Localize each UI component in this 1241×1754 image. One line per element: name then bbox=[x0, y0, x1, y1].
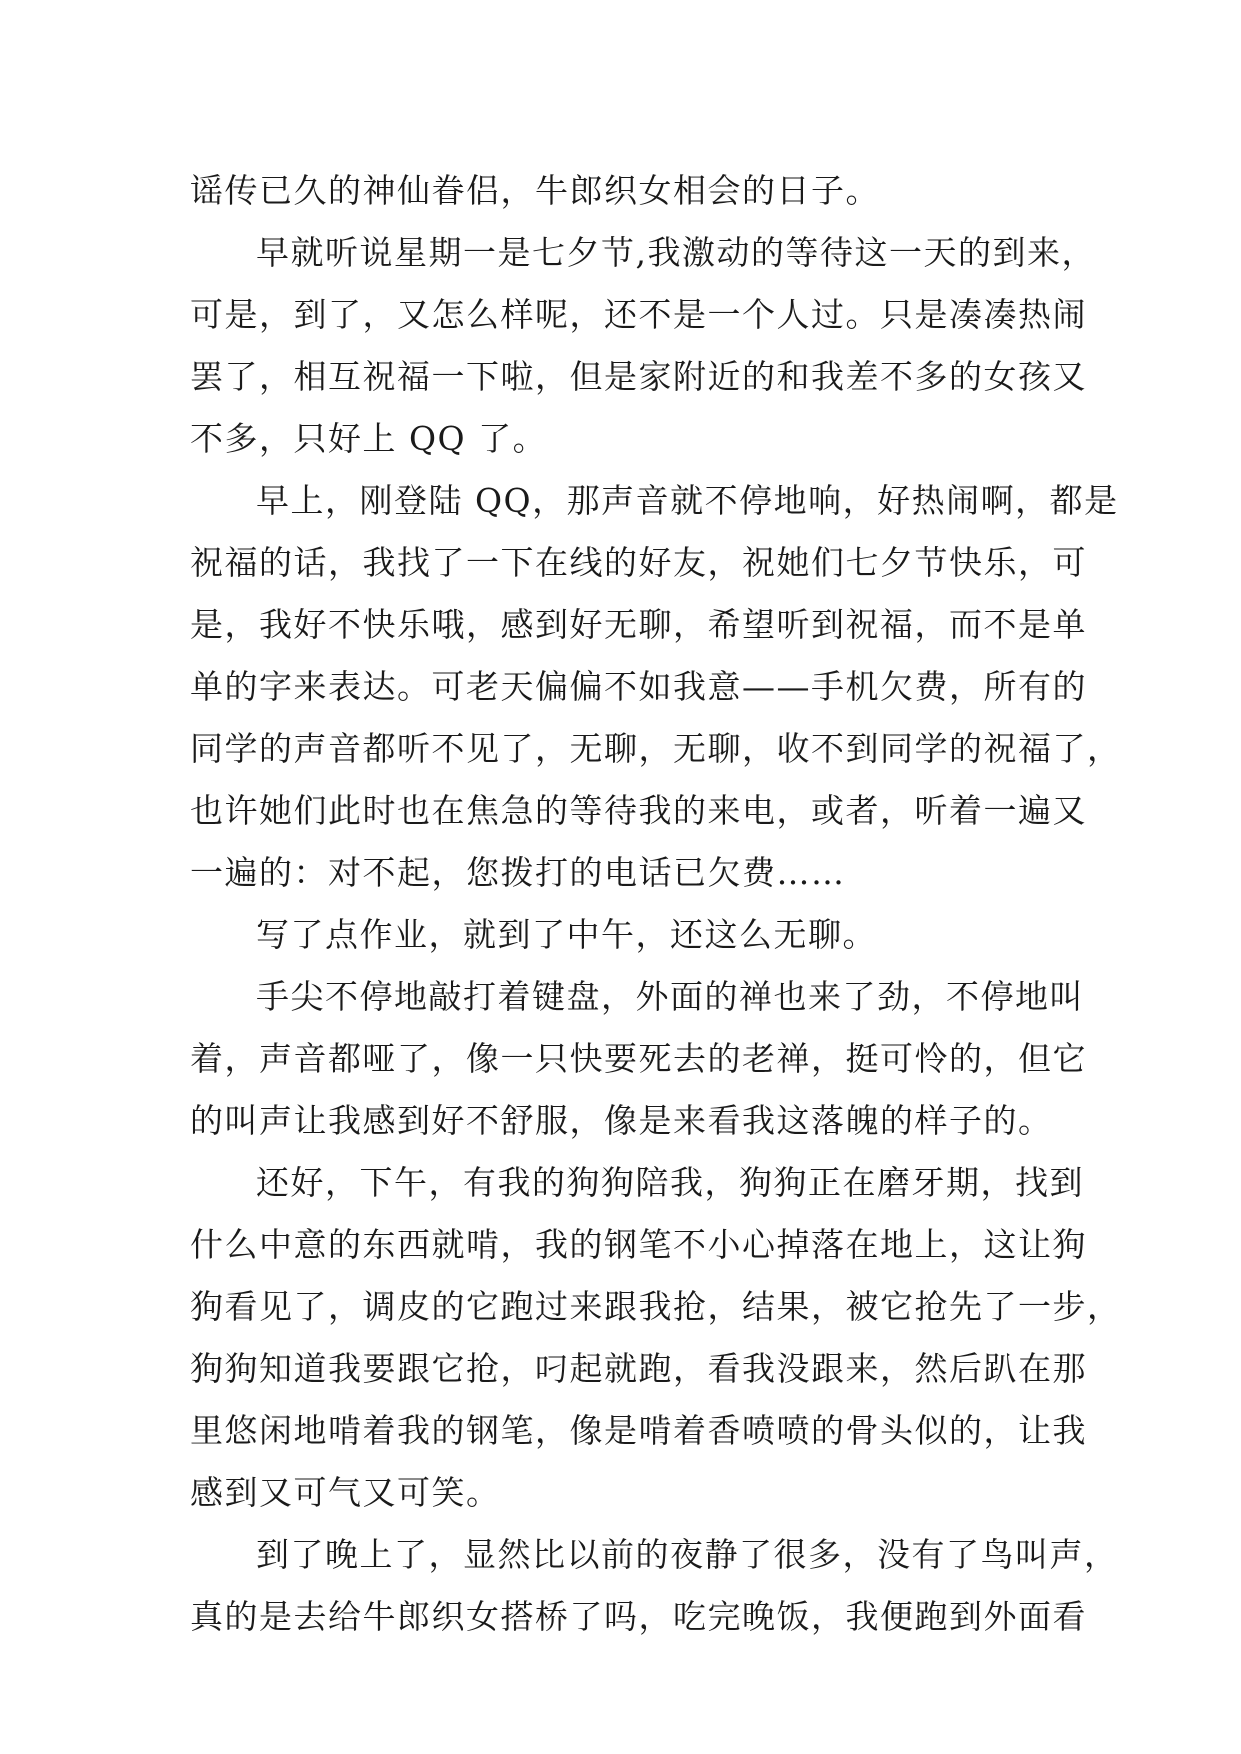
text-line: 也许她们此时也在焦急的等待我的来电，或者，听着一遍又 bbox=[190, 791, 1087, 830]
text-line: 写了点作业，就到了中午，还这么无聊。 bbox=[256, 915, 877, 954]
text-line: 可是，到了，又怎么样呢，还不是一个人过。只是凑凑热闹 bbox=[190, 295, 1087, 334]
text-line: 狗看见了，调皮的它跑过来跟我抢，结果，被它抢先了一步， bbox=[190, 1287, 1122, 1326]
text-line: 什么中意的东西就啃，我的钢笔不小心掉落在地上，这让狗 bbox=[190, 1225, 1087, 1264]
text-line: 单的字来表达。可老天偏偏不如我意——手机欠费，所有的 bbox=[190, 667, 1087, 706]
document-body bbox=[190, 160, 1122, 1648]
text-line: 是，我好不快乐哦，感到好无聊，希望听到祝福，而不是单 bbox=[190, 605, 1087, 644]
text-line: 早就听说星期一是七夕节,我激动的等待这一天的到来， bbox=[256, 233, 1096, 272]
text-line: 的叫声让我感到好不舒服，像是来看我这落魄的样子的。 bbox=[190, 1101, 1053, 1140]
text-line: 不多，只好上 QQ 了。 bbox=[190, 419, 548, 458]
text-line: 罢了，相互祝福一下啦，但是家附近的和我差不多的女孩又 bbox=[190, 357, 1087, 396]
text-line: 感到又可气又可笑。 bbox=[190, 1473, 501, 1512]
text-line: 谣传已久的神仙眷侣，牛郎织女相会的日子。 bbox=[190, 171, 880, 210]
text-line: 狗狗知道我要跟它抢，叼起就跑，看我没跟来，然后趴在那 bbox=[190, 1349, 1087, 1388]
text-line: 手尖不停地敲打着键盘，外面的禅也来了劲，不停地叫 bbox=[256, 977, 1084, 1016]
text-line: 早上，刚登陆 QQ，那声音就不停地响，好热闹啊，都是 bbox=[256, 481, 1119, 520]
text-line: 同学的声音都听不见了，无聊，无聊，收不到同学的祝福了， bbox=[190, 729, 1122, 768]
text-line: 还好，下午，有我的狗狗陪我，狗狗正在磨牙期，找到 bbox=[256, 1163, 1084, 1202]
text-line: 着，声音都哑了，像一只快要死去的老禅，挺可怜的，但它 bbox=[190, 1039, 1087, 1078]
text-line: 祝福的话，我找了一下在线的好友，祝她们七夕节快乐，可 bbox=[190, 543, 1087, 582]
text-line: 到了晚上了，显然比以前的夜静了很多，没有了鸟叫声， bbox=[256, 1535, 1119, 1574]
text-line: 真的是去给牛郎织女搭桥了吗，吃完晚饭，我便跑到外面看 bbox=[190, 1597, 1087, 1636]
text-line: 里悠闲地啃着我的钢笔，像是啃着香喷喷的骨头似的，让我 bbox=[190, 1411, 1087, 1450]
text-line: 一遍的：对不起，您拨打的电话已欠费…… bbox=[190, 853, 846, 892]
